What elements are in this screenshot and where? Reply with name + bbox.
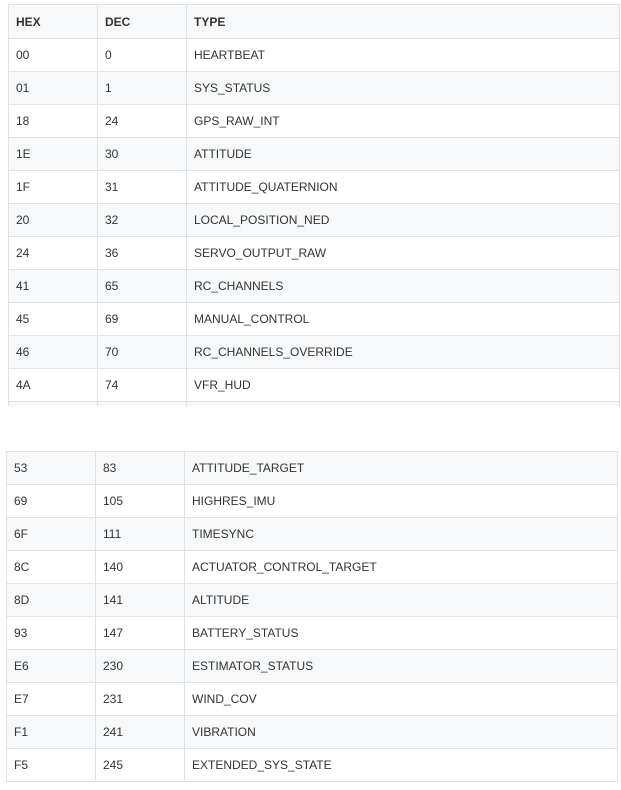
header-dec: DEC [98, 5, 187, 39]
cell-hex: 20 [9, 204, 98, 237]
table-row [7, 452, 618, 485]
table-row [7, 584, 618, 617]
cell-hex: 1E [9, 138, 98, 171]
cell-hex: 46 [9, 336, 98, 369]
cell-hex: 69 [7, 485, 96, 518]
cell-hex: 1F [9, 171, 98, 204]
cell-dec: 1 [98, 72, 187, 105]
cell-type: ATTITUDE_QUATERNION [187, 171, 620, 204]
table-row [9, 72, 620, 105]
cell-dec: 70 [98, 336, 187, 369]
cell-type: MANUAL_CONTROL [187, 303, 620, 336]
cell-dec: 31 [98, 171, 187, 204]
cell-hex: 8D [7, 584, 96, 617]
table-row [7, 518, 618, 551]
cell-dec: 24 [98, 105, 187, 138]
cell-type: ATTITUDE [187, 138, 620, 171]
message-type-table-1 [8, 4, 620, 406]
table-row [9, 138, 620, 171]
cell-dec: 245 [96, 749, 185, 782]
cell-type: GPS_RAW_INT [187, 105, 620, 138]
cell-hex: 6F [7, 518, 96, 551]
cell-dec: 36 [98, 237, 187, 270]
cell-hex: 93 [7, 617, 96, 650]
cell-type: BATTERY_STATUS [185, 617, 618, 650]
cell-dec: 74 [98, 369, 187, 402]
cut-cell [187, 402, 620, 406]
table-row-cut [9, 402, 620, 406]
table-row [9, 204, 620, 237]
cell-hex: 01 [9, 72, 98, 105]
cell-dec: 69 [98, 303, 187, 336]
cell-type: VIBRATION [185, 716, 618, 749]
cell-hex: 00 [9, 39, 98, 72]
table-row [7, 617, 618, 650]
cell-dec: 65 [98, 270, 187, 303]
table-row [9, 336, 620, 369]
table-row [7, 749, 618, 782]
cell-dec: 147 [96, 617, 185, 650]
table-row [7, 716, 618, 749]
cell-dec: 230 [96, 650, 185, 683]
cell-dec: 0 [98, 39, 187, 72]
cell-type: RC_CHANNELS_OVERRIDE [187, 336, 620, 369]
cell-type: SYS_STATUS [187, 72, 620, 105]
message-type-table-2 [6, 451, 618, 782]
table-row [9, 270, 620, 303]
cut-cell [98, 402, 187, 406]
cell-dec: 231 [96, 683, 185, 716]
cell-hex: E7 [7, 683, 96, 716]
cell-type: HEARTBEAT [187, 39, 620, 72]
table-row [7, 485, 618, 518]
table-row [9, 237, 620, 270]
cell-hex: 24 [9, 237, 98, 270]
cell-hex: F1 [7, 716, 96, 749]
cell-type: RC_CHANNELS [187, 270, 620, 303]
cell-type: LOCAL_POSITION_NED [187, 204, 620, 237]
cell-hex: F5 [7, 749, 96, 782]
table-header-row [9, 5, 620, 39]
table-row [9, 39, 620, 72]
cell-type: ACTUATOR_CONTROL_TARGET [185, 551, 618, 584]
table-row [9, 303, 620, 336]
cell-type: SERVO_OUTPUT_RAW [187, 237, 620, 270]
cell-dec: 140 [96, 551, 185, 584]
cell-dec: 241 [96, 716, 185, 749]
cell-hex: 53 [7, 452, 96, 485]
cell-hex: 45 [9, 303, 98, 336]
cell-dec: 105 [96, 485, 185, 518]
cell-type: ALTITUDE [185, 584, 618, 617]
table-row [9, 171, 620, 204]
cell-type: TIMESYNC [185, 518, 618, 551]
header-type: TYPE [187, 5, 620, 39]
cell-dec: 30 [98, 138, 187, 171]
header-hex: HEX [9, 5, 98, 39]
table-row [7, 650, 618, 683]
cell-hex: 8C [7, 551, 96, 584]
cell-hex: 41 [9, 270, 98, 303]
table-row [7, 551, 618, 584]
cell-dec: 83 [96, 452, 185, 485]
cell-type: WIND_COV [185, 683, 618, 716]
cell-type: HIGHRES_IMU [185, 485, 618, 518]
table-row [9, 105, 620, 138]
cell-hex: 18 [9, 105, 98, 138]
cell-dec: 141 [96, 584, 185, 617]
cell-type: ATTITUDE_TARGET [185, 452, 618, 485]
cell-hex: 4A [9, 369, 98, 402]
table-row [7, 683, 618, 716]
cell-hex: E6 [7, 650, 96, 683]
table-row [9, 369, 620, 402]
cell-type: EXTENDED_SYS_STATE [185, 749, 618, 782]
cell-dec: 32 [98, 204, 187, 237]
cell-dec: 111 [96, 518, 185, 551]
cell-type: VFR_HUD [187, 369, 620, 402]
cut-cell [9, 402, 98, 406]
cell-type: ESTIMATOR_STATUS [185, 650, 618, 683]
